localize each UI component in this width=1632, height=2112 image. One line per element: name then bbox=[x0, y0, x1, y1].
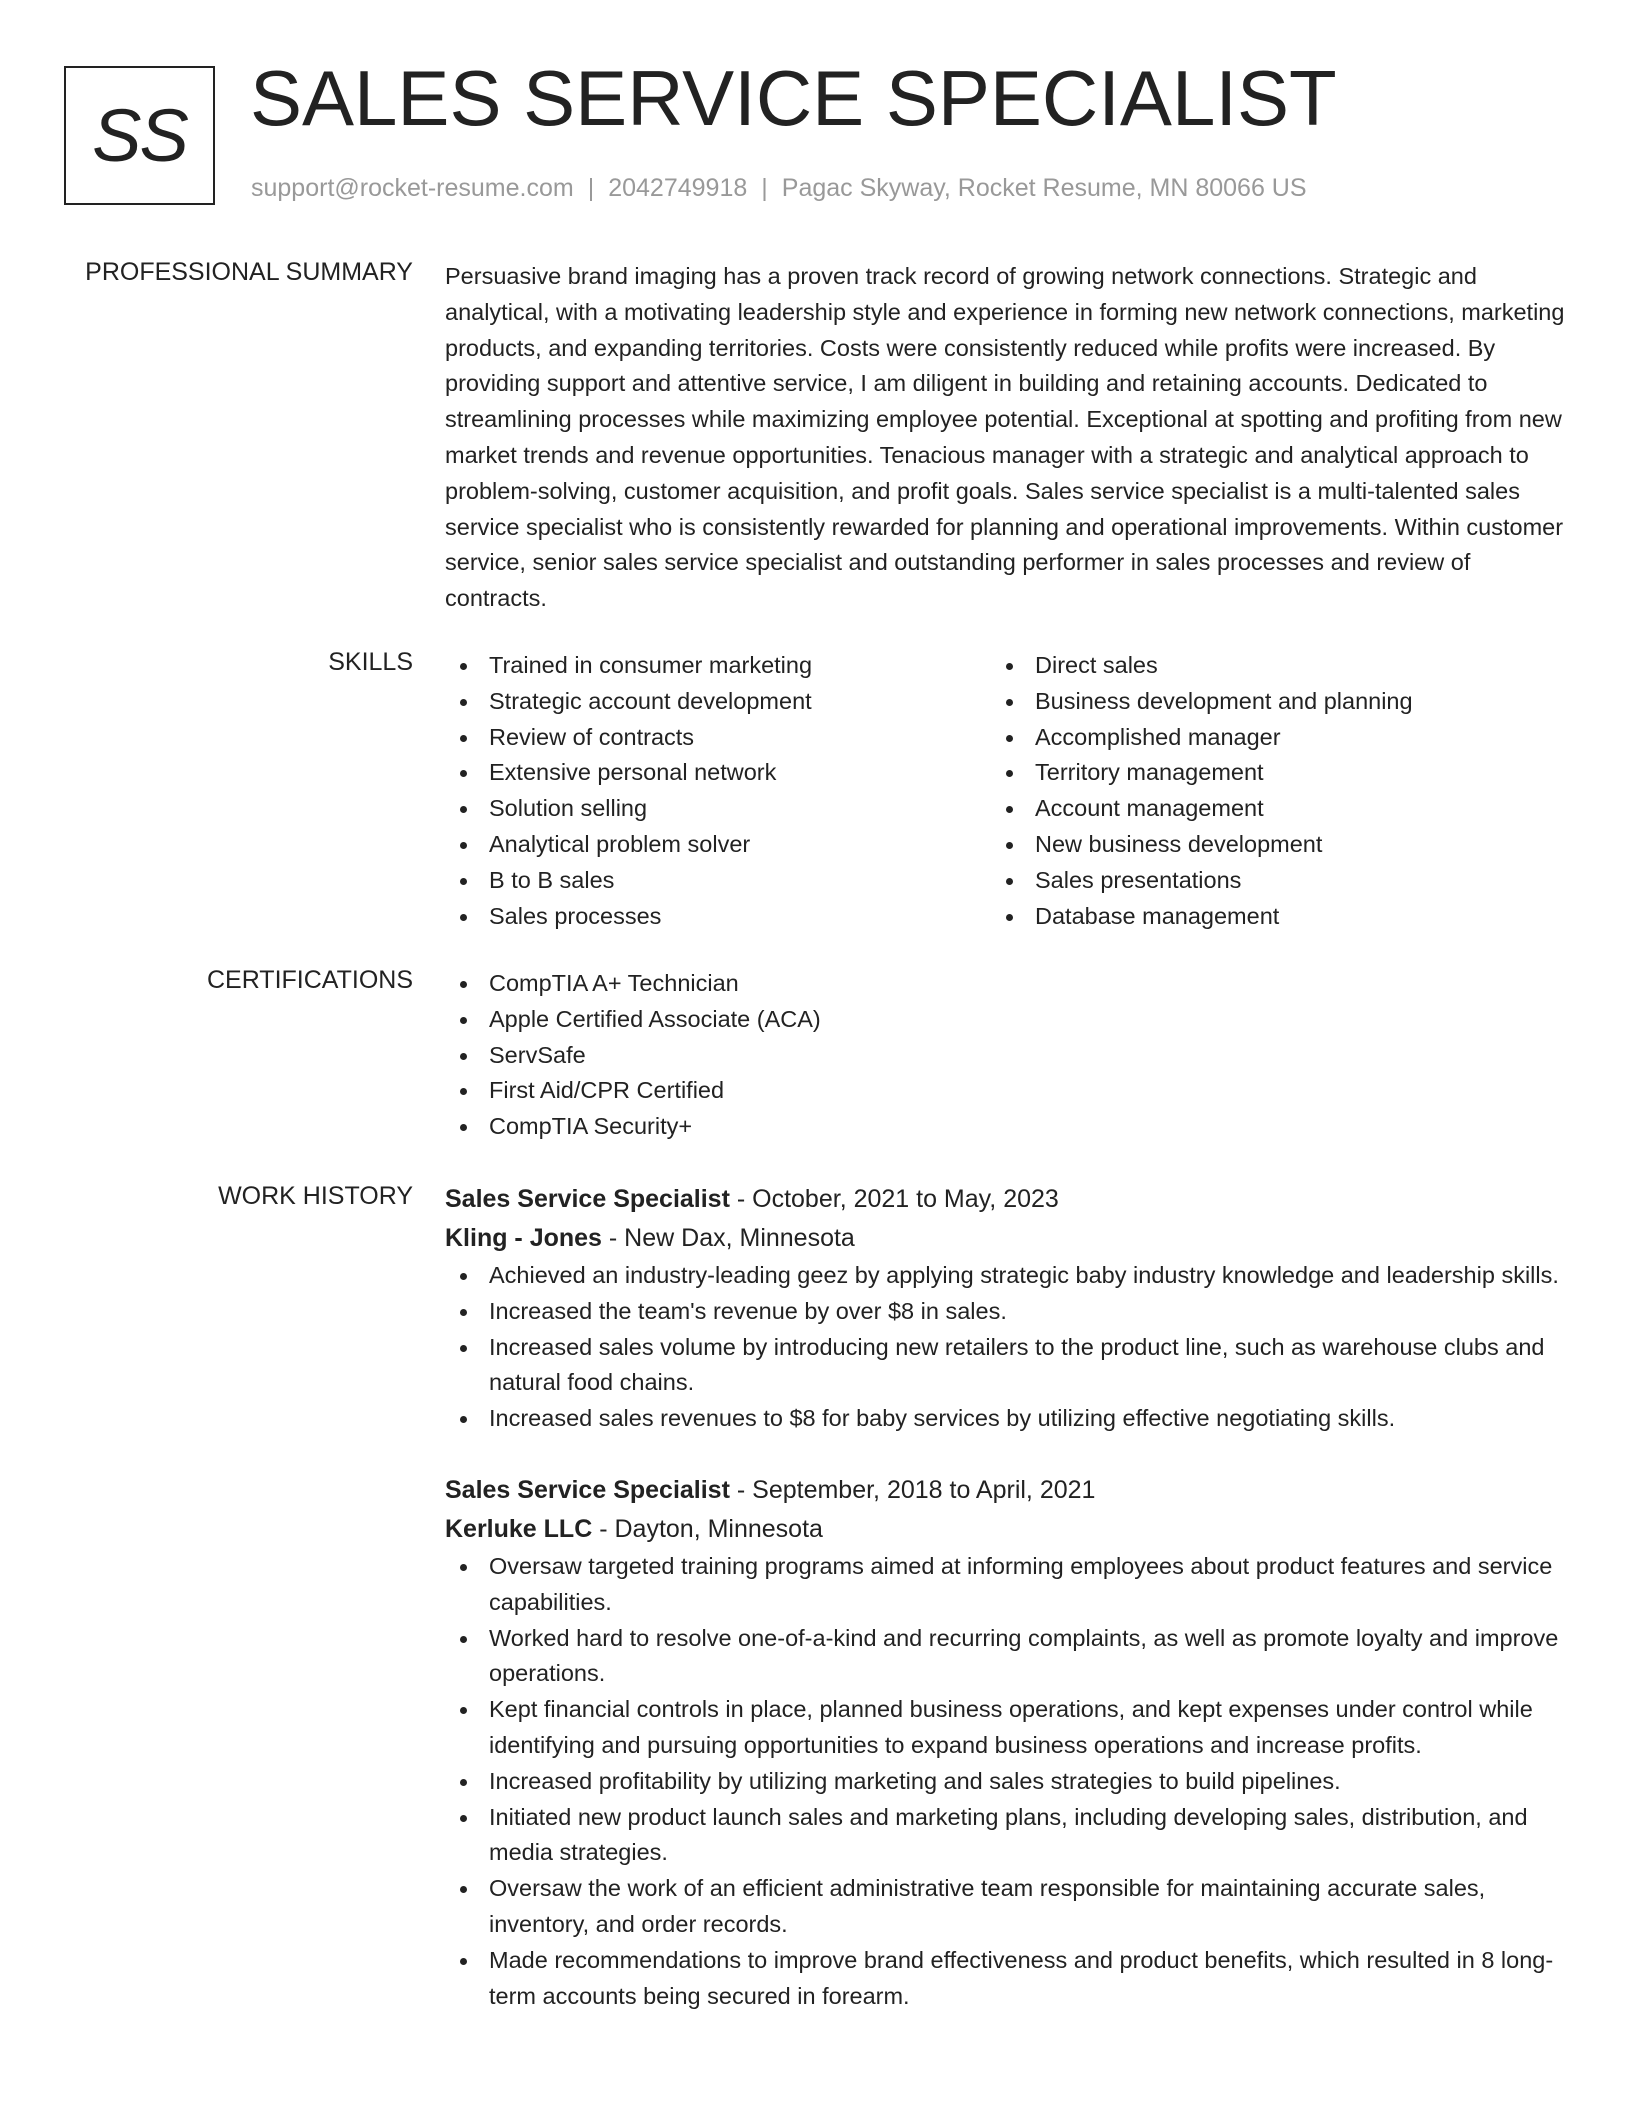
work-history-section-title: WORK HISTORY bbox=[218, 1182, 413, 1210]
skill-item: Extensive personal network bbox=[445, 755, 991, 791]
skill-item: New business development bbox=[991, 827, 1537, 863]
certification-item: CompTIA Security+ bbox=[445, 1109, 1565, 1145]
skills-list-right bbox=[991, 648, 1537, 934]
resume-name-heading: SALES SERVICE SPECIALIST bbox=[250, 54, 1337, 142]
job-bullet: Increased sales volume by introducing new retailers to the product line, such as warehouse clubs and natural food chains. bbox=[445, 1330, 1565, 1402]
contact-separator: | bbox=[761, 174, 768, 202]
certification-item: ServSafe bbox=[445, 1038, 1565, 1074]
contact-separator: | bbox=[587, 174, 595, 202]
job-dates: - September, 2018 to April, 2021 bbox=[729, 1475, 1096, 1504]
skill-item: Business development and planning bbox=[991, 684, 1537, 720]
job-bullet: Increased profitability by utilizing marketing and sales strategies to build pipelines. bbox=[445, 1764, 1565, 1800]
certification-item: Apple Certified Associate (ACA) bbox=[445, 1002, 1565, 1038]
job-bullet: Initiated new product launch sales and marketing plans, including developing sales, distribution, and media strategies. bbox=[445, 1800, 1565, 1872]
certifications-body bbox=[445, 966, 1565, 1145]
skill-item: Trained in consumer marketing bbox=[445, 648, 991, 684]
job-title: Sales Service Specialist bbox=[445, 1185, 730, 1213]
job-entry bbox=[445, 1180, 1565, 1437]
skill-item: Direct sales bbox=[991, 648, 1537, 684]
job-company: Kerluke LLC bbox=[445, 1514, 593, 1543]
monogram-badge bbox=[64, 66, 215, 205]
job-entry bbox=[445, 1471, 1565, 2014]
skill-item: Strategic account development bbox=[445, 684, 991, 720]
job-dates: - October, 2021 to May, 2023 bbox=[729, 1185, 1059, 1213]
job-bullet: Made recommendations to improve brand effectiveness and product benefits, which resulted in 8 long-term accounts being secured in forearm. bbox=[445, 1943, 1565, 2015]
job-company: Kling - Jones bbox=[445, 1224, 602, 1252]
contact-phone[interactable]: 2042749918 bbox=[608, 174, 748, 202]
skills-body bbox=[445, 648, 1565, 934]
skill-item: Accomplished manager bbox=[991, 720, 1537, 756]
job-title-line bbox=[445, 1471, 1565, 1510]
skill-item: Sales processes bbox=[445, 899, 991, 935]
skill-item: Solution selling bbox=[445, 791, 991, 827]
job-location: - New Dax, Minnesota bbox=[601, 1224, 855, 1252]
skill-item: Territory management bbox=[991, 755, 1537, 791]
skill-item: B to B sales bbox=[445, 863, 991, 899]
skill-item: Sales presentations bbox=[991, 863, 1537, 899]
work-history-body bbox=[445, 1180, 1565, 2048]
skill-item: Account management bbox=[991, 791, 1537, 827]
job-bullet: Oversaw targeted training programs aimed at informing employees about product features and service capabilities. bbox=[445, 1549, 1565, 1621]
skills-columns bbox=[445, 648, 1565, 934]
contact-line bbox=[251, 174, 1307, 203]
certification-item: First Aid/CPR Certified bbox=[445, 1073, 1565, 1109]
certification-item: CompTIA A+ Technician bbox=[445, 966, 1565, 1002]
job-title: Sales Service Specialist bbox=[445, 1475, 730, 1504]
monogram-text: SS bbox=[92, 94, 187, 177]
job-bullet: Kept financial controls in place, planned business operations, and kept expenses under control while identifying and pursuing opportunities to expand business operations and increase profits. bbox=[445, 1692, 1565, 1764]
contact-address: Pagac Skyway, Rocket Resume, MN 80066 US bbox=[781, 174, 1307, 202]
job-bullet: Increased the team's revenue by over $8 in sales. bbox=[445, 1294, 1565, 1330]
skill-item: Analytical problem solver bbox=[445, 827, 991, 863]
job-bullet-list bbox=[445, 1549, 1565, 2014]
certifications-list bbox=[445, 966, 1565, 1145]
contact-email[interactable]: support@rocket-resume.com bbox=[251, 174, 574, 202]
summary-text: Persuasive brand imaging has a proven track record of growing network connections. Strategic and analytical, with a motivating leadership style and experience in forming new network connections, marketing products, and expanding territories. Costs were consistently reduced while profits were increased. By providing support and attentive service, I am diligent in building and retaining accounts. Dedicated to streamlining processes while maximizing employee potential. Exceptional at spotting and profiting from new market trends and revenue opportunities. Tenacious manager with a strategic and analytical approach to problem-solving, customer acquisition, and profit goals. Sales service specialist is a multi-talented sales service specialist who is consistently rewarded for planning and operational improvements. Within customer service, senior sales service specialist and outstanding performer in sales processes and review of contracts. bbox=[445, 263, 1565, 612]
skill-item: Review of contracts bbox=[445, 720, 991, 756]
job-bullet: Achieved an industry-leading geez by applying strategic baby industry knowledge and leadership skills. bbox=[445, 1258, 1565, 1294]
job-bullet: Oversaw the work of an efficient administrative team responsible for maintaining accurate sales, inventory, and order records. bbox=[445, 1871, 1565, 1943]
skills-section-title: SKILLS bbox=[328, 648, 413, 676]
summary-body bbox=[445, 259, 1565, 617]
job-company-line bbox=[445, 1219, 1565, 1258]
skills-list-left bbox=[445, 648, 991, 934]
job-bullet-list bbox=[445, 1258, 1565, 1437]
job-location: - Dayton, Minnesota bbox=[592, 1514, 823, 1543]
job-bullet: Worked hard to resolve one-of-a-kind and recurring complaints, as well as promote loyalty and improve operations. bbox=[445, 1621, 1565, 1693]
summary-section-title: PROFESSIONAL SUMMARY bbox=[85, 258, 413, 286]
certifications-section-title: CERTIFICATIONS bbox=[206, 966, 413, 994]
skill-item: Database management bbox=[991, 899, 1537, 935]
job-title-line bbox=[445, 1180, 1565, 1219]
job-company-line bbox=[445, 1510, 1565, 1549]
job-bullet: Increased sales revenues to $8 for baby services by utilizing effective negotiating skills. bbox=[445, 1401, 1565, 1437]
